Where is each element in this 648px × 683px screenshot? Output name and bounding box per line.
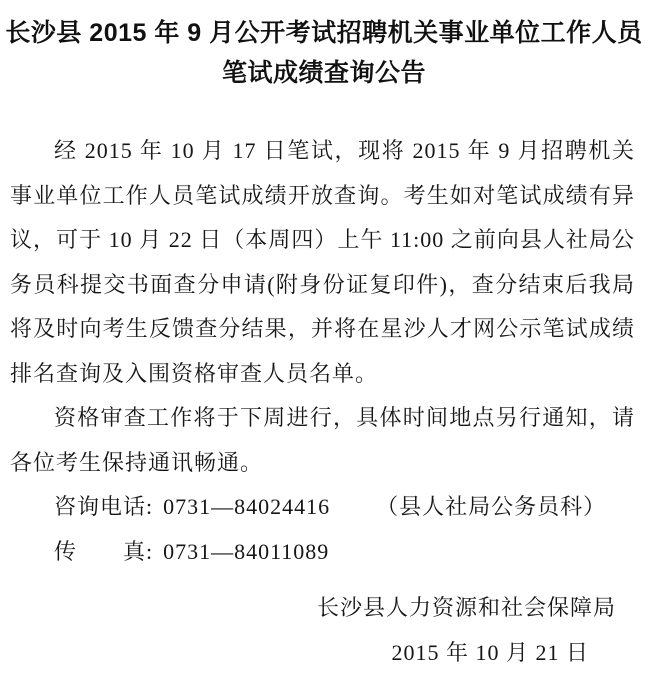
fax-number: 0731—84011089 [163, 538, 330, 564]
document-title-line-1: 长沙县 2015 年 9 月公开考试招聘机关事业单位工作人员 [5, 19, 643, 47]
contact-phone-line [10, 485, 635, 530]
signature-date: 2015 年 10 月 21 日 [391, 639, 589, 665]
phone-label: 咨询电话: [54, 494, 154, 519]
paragraph-exam-score-query: 经 2015 年 10 月 17 日笔试，现将 2015 年 9 月招聘机关事业单位工作人员笔试成绩开放查询。考生如对笔试成绩有异议，可于 10 月 22 日（本周四）上午 11:00 之前向县人社局公务员科提交书面查分申请(附身份证复印件)，查分结束后我局将及时向考生反馈查分结果，并将在星沙人才网公示笔试成绩排名查询及入围资格审查人员名单。 [10, 138, 635, 386]
signature-organization: 长沙县人力资源和社会保障局 [316, 595, 616, 620]
document-title-line-2: 笔试成绩查询公告 [221, 59, 426, 87]
contact-fax-line [10, 530, 635, 575]
document-body [0, 129, 648, 574]
paragraph-qualification-review: 资格审查工作将于下周进行，具体时间地点另行通知，请各位考生保持通讯畅通。 [10, 405, 635, 475]
signature-block [0, 586, 648, 675]
fax-label: 传 真: [54, 538, 154, 564]
phone-department-note: （县人社局公务员科） [376, 494, 607, 519]
phone-number: 0731—84024416 [163, 494, 331, 519]
document-title [0, 0, 648, 93]
